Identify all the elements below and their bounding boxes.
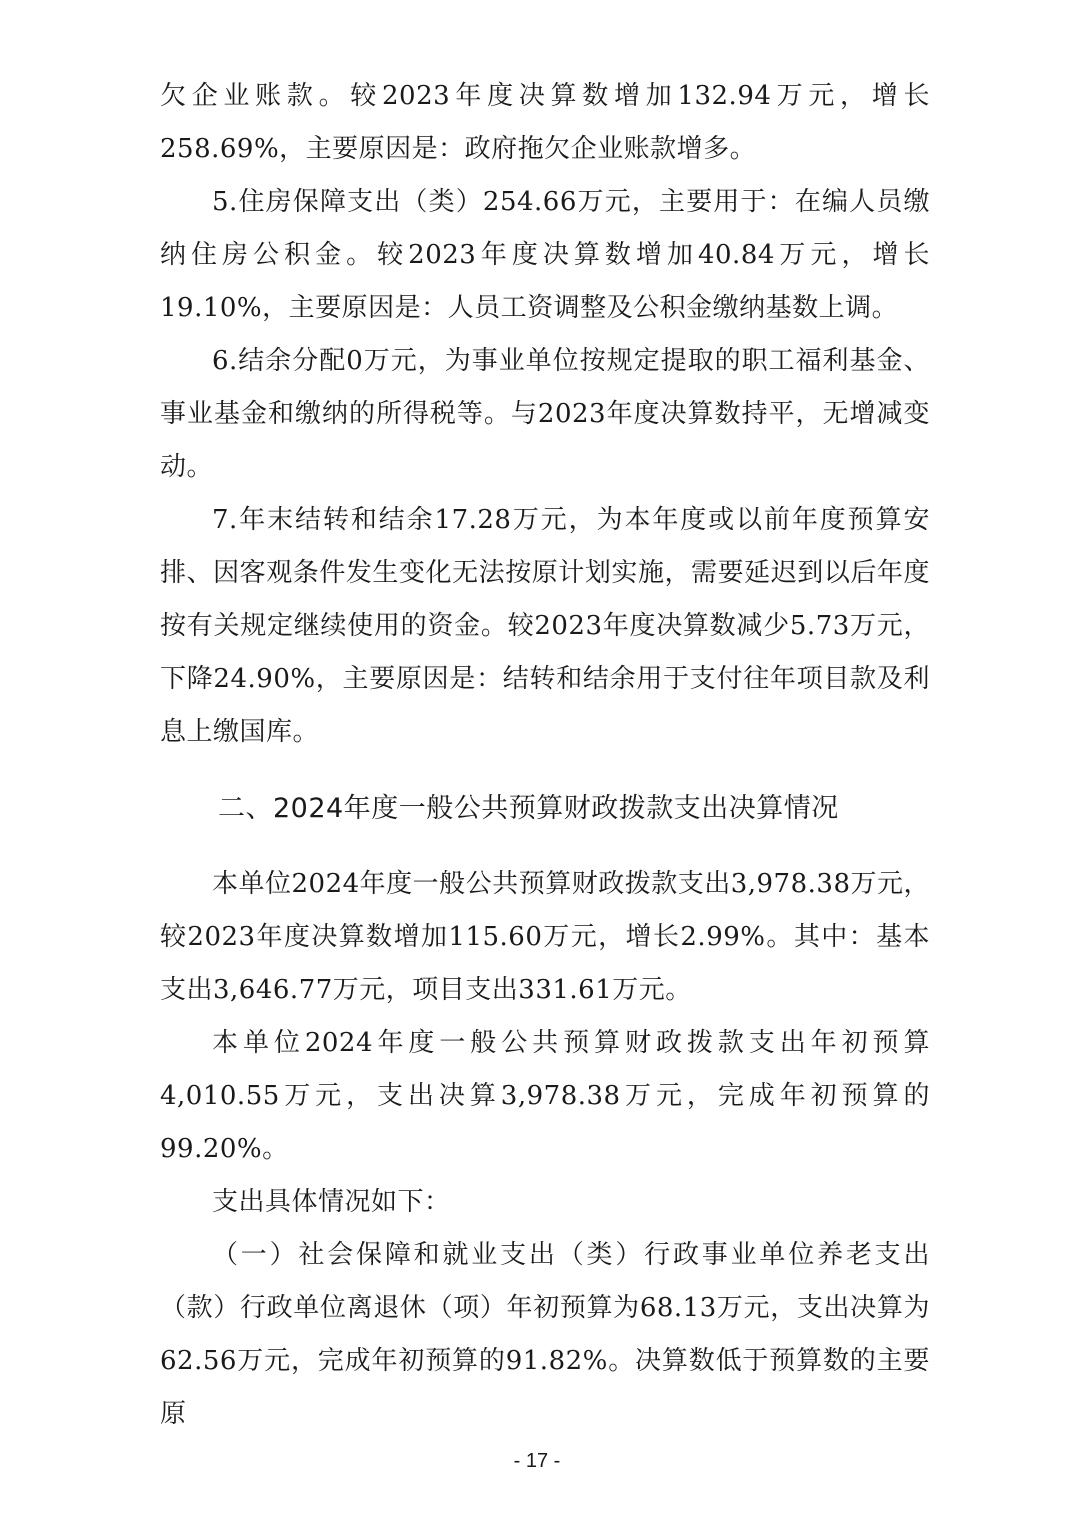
paragraph-housing-security: 5.住房保障支出（类）254.66万元，主要用于：在编人员缴纳住房公积金。较2023年度决算数增加40.84万元，增长19.10%，主要原因是：人员工资调整及公积金缴纳基数上调。: [160, 187, 930, 323]
paragraph-continuation: 欠企业账款。较2023年度决算数增加132.94万元，增长258.69%，主要原因是：政府拖欠企业账款增多。: [160, 81, 930, 164]
paragraph-social-security-item: （一）社会保障和就业支出（类）行政事业单位养老支出（款）行政单位离退休（项）年初预算为68.13万元，支出决算为62.56万元，完成年初预算的91.82%。决算数低于预算数的主要原: [160, 1240, 930, 1429]
paragraph-total-expenditure: 本单位2024年度一般公共预算财政拨款支出3,978.38万元，较2023年度决算数增加115.60万元，增长2.99%。其中：基本支出3,646.77万元，项目支出331.61万元。: [160, 869, 930, 1005]
page-number: - 17 -: [513, 1450, 561, 1472]
paragraph-year-end-carryover: 7.年末结转和结余17.28万元，为本年度或以前年度预算安排、因客观条件发生变化无法按原计划实施，需要延迟到以后年度按有关规定继续使用的资金。较2023年度决算数减少5.73万元，下降24.90%，主要原因是：结转和结余用于支付往年项目款及利息上缴国库。: [160, 505, 930, 747]
paragraph-budget-completion: 本单位2024年度一般公共预算财政拨款支出年初预算4,010.55万元，支出决算3,978.38万元，完成年初预算的99.20%。: [160, 1028, 930, 1164]
paragraph-surplus-distribution: 6.结余分配0万元，为事业单位按规定提取的职工福利基金、事业基金和缴纳的所得税等。与2023年度决算数持平，无增减变动。: [160, 346, 930, 482]
document-body: [160, 70, 930, 1441]
section-heading: 二、2024年度一般公共预算财政拨款支出决算情况: [218, 793, 839, 824]
paragraph-details-intro: 支出具体情况如下：: [212, 1187, 451, 1217]
